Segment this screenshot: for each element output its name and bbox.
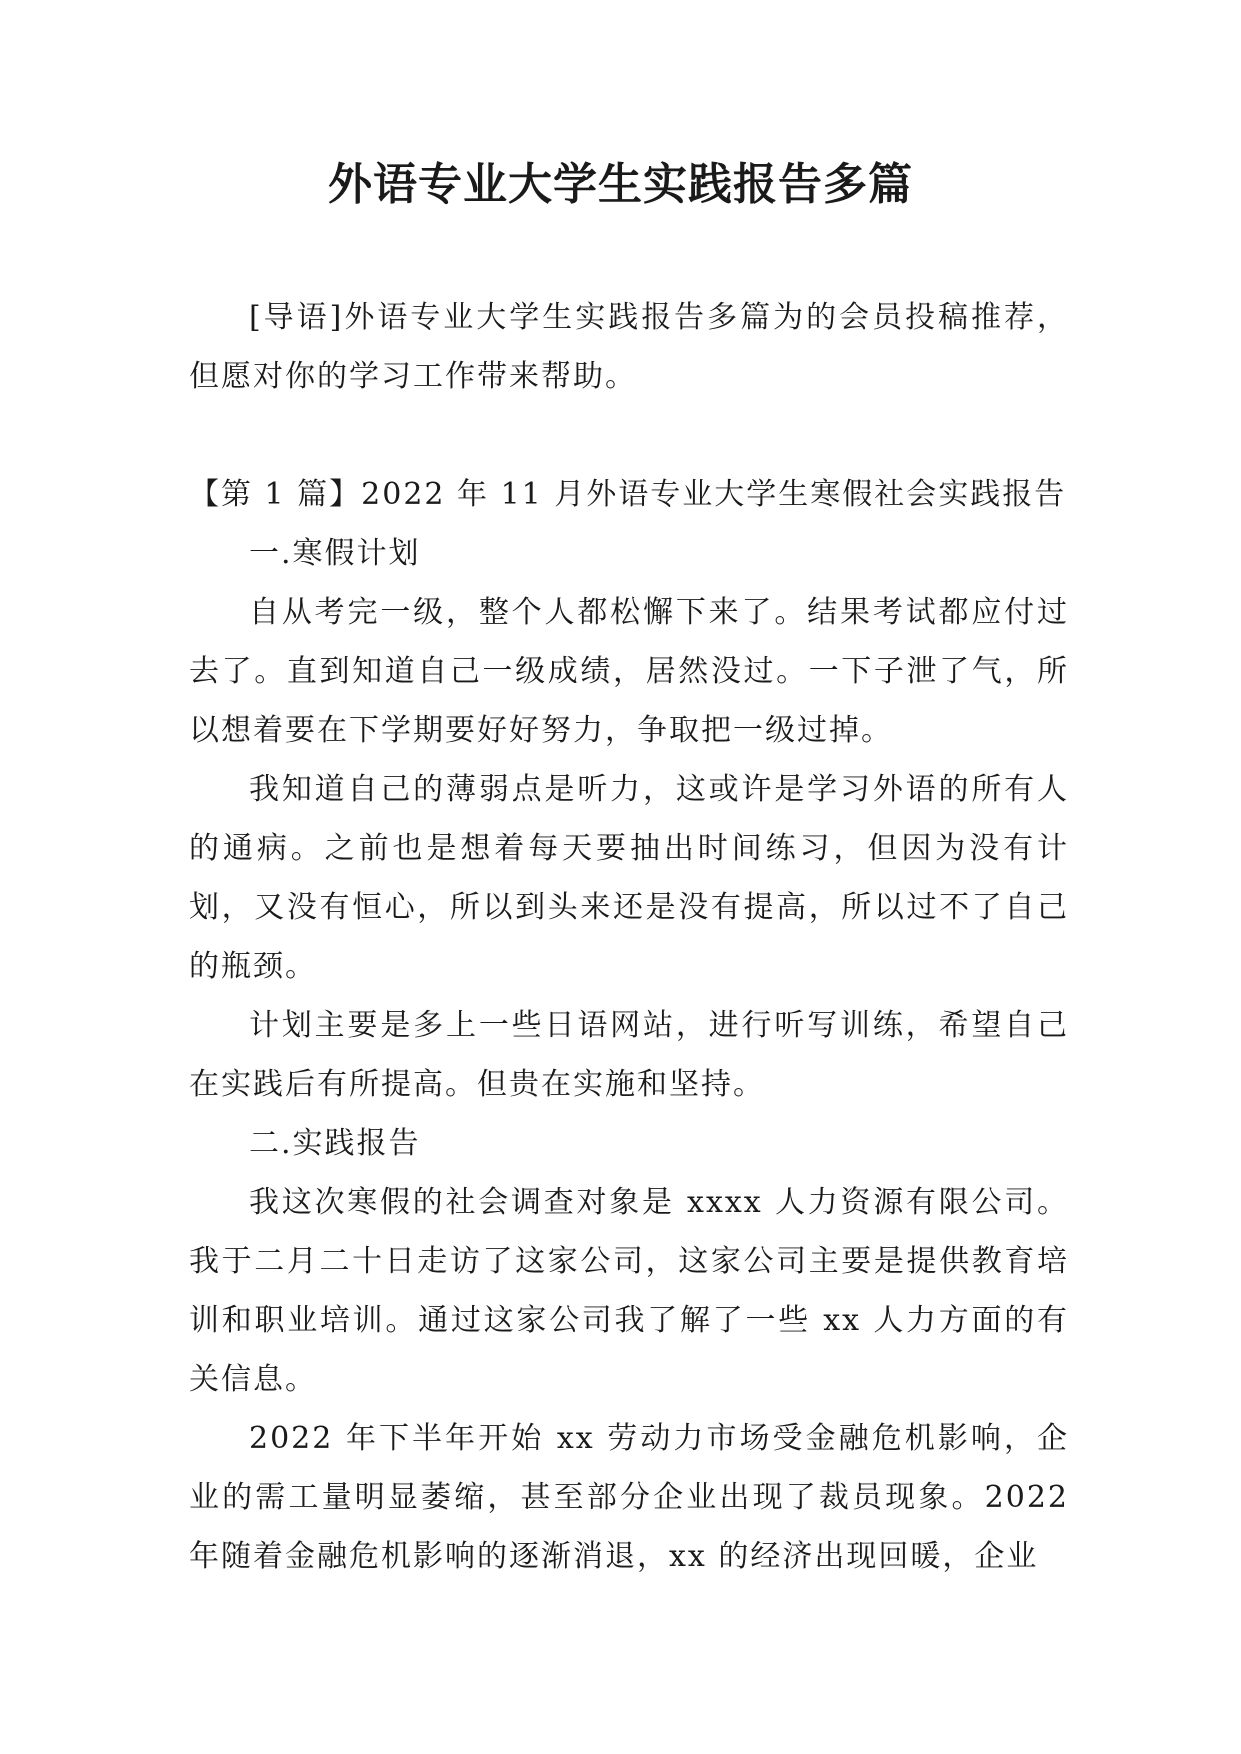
subheading-practice-report: 二.实践报告 — [249, 1126, 421, 1161]
subheading-winter-plan: 一.寒假计划 — [249, 536, 421, 571]
body-paragraph: 自从考完一级，整个人都松懈下来了。结果考试都应付过去了。直到知道自己一级成绩，居然没过。一下子泄了气，所以想着要在下学期要好好努力，争取把一级过掉。 — [189, 595, 1069, 748]
intro-paragraph: [导语]外语专业大学生实践报告多篇为的会员投稿推荐，但愿对你的学习工作带来帮助。 — [189, 300, 1069, 394]
body-paragraph: 2022 年下半年开始 xx 劳动力市场受金融危机影响，企业的需工量明显萎缩，甚至部分企业出现了裁员现象。2022 年随着金融危机影响的逐渐消退，xx 的经济出现回暖，企业 — [189, 1421, 1069, 1574]
body-paragraph: 计划主要是多上一些日语网站，进行听写训练，希望自己在实践后有所提高。但贵在实施和坚持。 — [189, 1008, 1069, 1102]
section-heading: 【第 1 篇】2022 年 11 月外语专业大学生寒假社会实践报告 — [189, 477, 1067, 512]
body-paragraph: 我这次寒假的社会调查对象是 xxxx 人力资源有限公司。我于二月二十日走访了这家公司，这家公司主要是提供教育培训和职业培训。通过这家公司我了解了一些 xx 人力方面的有关信息。 — [189, 1185, 1069, 1397]
body-paragraph: 我知道自己的薄弱点是听力，这或许是学习外语的所有人的通病。之前也是想着每天要抽出时间练习，但因为没有计划，又没有恒心，所以到头来还是没有提高，所以过不了自己的瓶颈。 — [189, 772, 1069, 984]
document-body — [189, 288, 1069, 1586]
paragraph-spacer — [189, 406, 1069, 465]
document-title: 外语专业大学生实践报告多篇 — [328, 159, 913, 210]
